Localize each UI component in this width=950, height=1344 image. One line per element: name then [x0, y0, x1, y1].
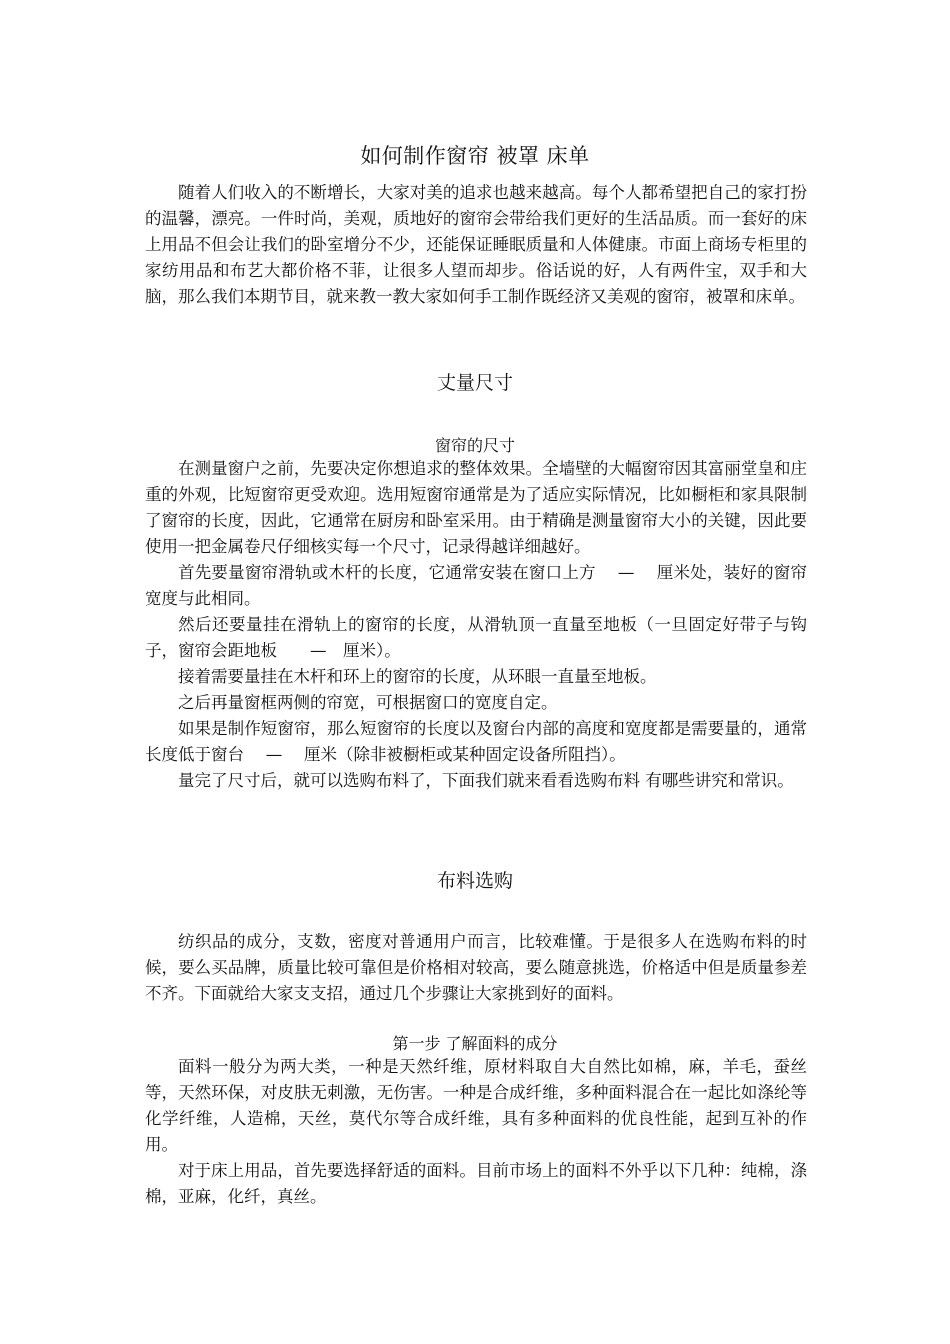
step1-block [145, 1054, 807, 1210]
measure-paragraph: 如果是制作短窗帘，那么短窗帘的长度以及窗台内部的高度和宽度都是需要量的，通常长度低于窗台 — 厘米（除非被橱柜或某种固定设备所阻挡）。 [145, 719, 807, 764]
step1-paragraph: 面料一般分为两大类，一种是天然纤维，原材料取自大自然比如棉，麻，羊毛，蚕丝等，天然环保，对皮肤无刺激，无伤害。一种是合成纤维，多种面料混合在一起比如涤纶等化学纤维，人造棉，天丝，莫代尔等合成纤维，具有多种面料的优良性能，起到互补的作用。 [145, 1057, 807, 1154]
intro-block [145, 180, 807, 310]
section-heading-fabric: 布料选购 [436, 870, 513, 892]
measure-paragraph: 接着需要量挂在木杆和环上的窗帘的长度，从环眼一直量至地板。 [178, 667, 657, 686]
step1-paragraph: 对于床上用品，首先要选择舒适的面料。目前市场上的面料不外乎以下几种：纯棉，涤棉，亚麻，化纤，真丝。 [145, 1161, 807, 1206]
subheading-step1: 第一步 了解面料的成分 [392, 1034, 558, 1053]
fabric-intro-block [145, 929, 807, 1007]
section-heading-measure: 丈量尺寸 [436, 372, 513, 394]
intro-paragraph: 随着人们收入的不断增长，大家对美的追求也越来越高。每个人都希望把自己的家打扮的温馨，漂亮。一件时尚，美观，质地好的窗帘会带给我们更好的生活品质。而一套好的床上用品不但会让我们的卧室增分不少，还能保证睡眠质量和人体健康。市面上商场专柜里的家纺用品和布艺大都价格不菲，让很多人望而却步。俗话说的好，人有两件宝，双手和大脑，那么我们本期节目，就来教一教大家如何手工制作既经济又美观的窗帘，被罩和床单。 [145, 183, 807, 306]
fabric-intro-paragraph: 纺织品的成分，支数，密度对普通用户而言，比较难懂。于是很多人在选购布料的时候，要么买品牌，质量比较可靠但是价格相对较高，要么随意挑选，价格适中但是质量参差不齐。下面就给大家支支招，通过几个步骤让大家挑到好的面料。 [145, 932, 807, 1003]
measure-paragraph: 之后再量窗框两侧的帘宽，可根据窗口的宽度自定。 [178, 693, 558, 712]
measure-paragraph: 首先要量窗帘滑轨或木杆的长度，它通常安装在窗口上方 — 厘米处，装好的窗帘宽度与此相同。 [145, 563, 807, 608]
subheading-curtain-size: 窗帘的尺寸 [434, 436, 515, 455]
measure-paragraph: 在测量窗户之前，先要决定你想追求的整体效果。全墙壁的大幅窗帘因其富丽堂皇和庄重的外观，比短窗帘更受欢迎。选用短窗帘通常是为了适应实际情况，比如橱柜和家具限制了窗帘的长度，因此，它通常在厨房和卧室采用。由于精确是测量窗帘大小的关键，因此要使用一把金属卷尺仔细核实每一个尺寸，记录得越详细越好。 [145, 459, 807, 556]
measure-paragraph: 量完了尺寸后，就可以选购布料了，下面我们就来看看选购布料 有哪些讲究和常识。 [178, 771, 794, 790]
measure-paragraph: 然后还要量挂在滑轨上的窗帘的长度，从滑轨顶一直量至地板（一旦固定好带子与钩子，窗帘会距地板 — 厘米）。 [145, 615, 807, 660]
measure-block [145, 456, 807, 794]
document-title: 如何制作窗帘 被罩 床单 [360, 144, 590, 168]
